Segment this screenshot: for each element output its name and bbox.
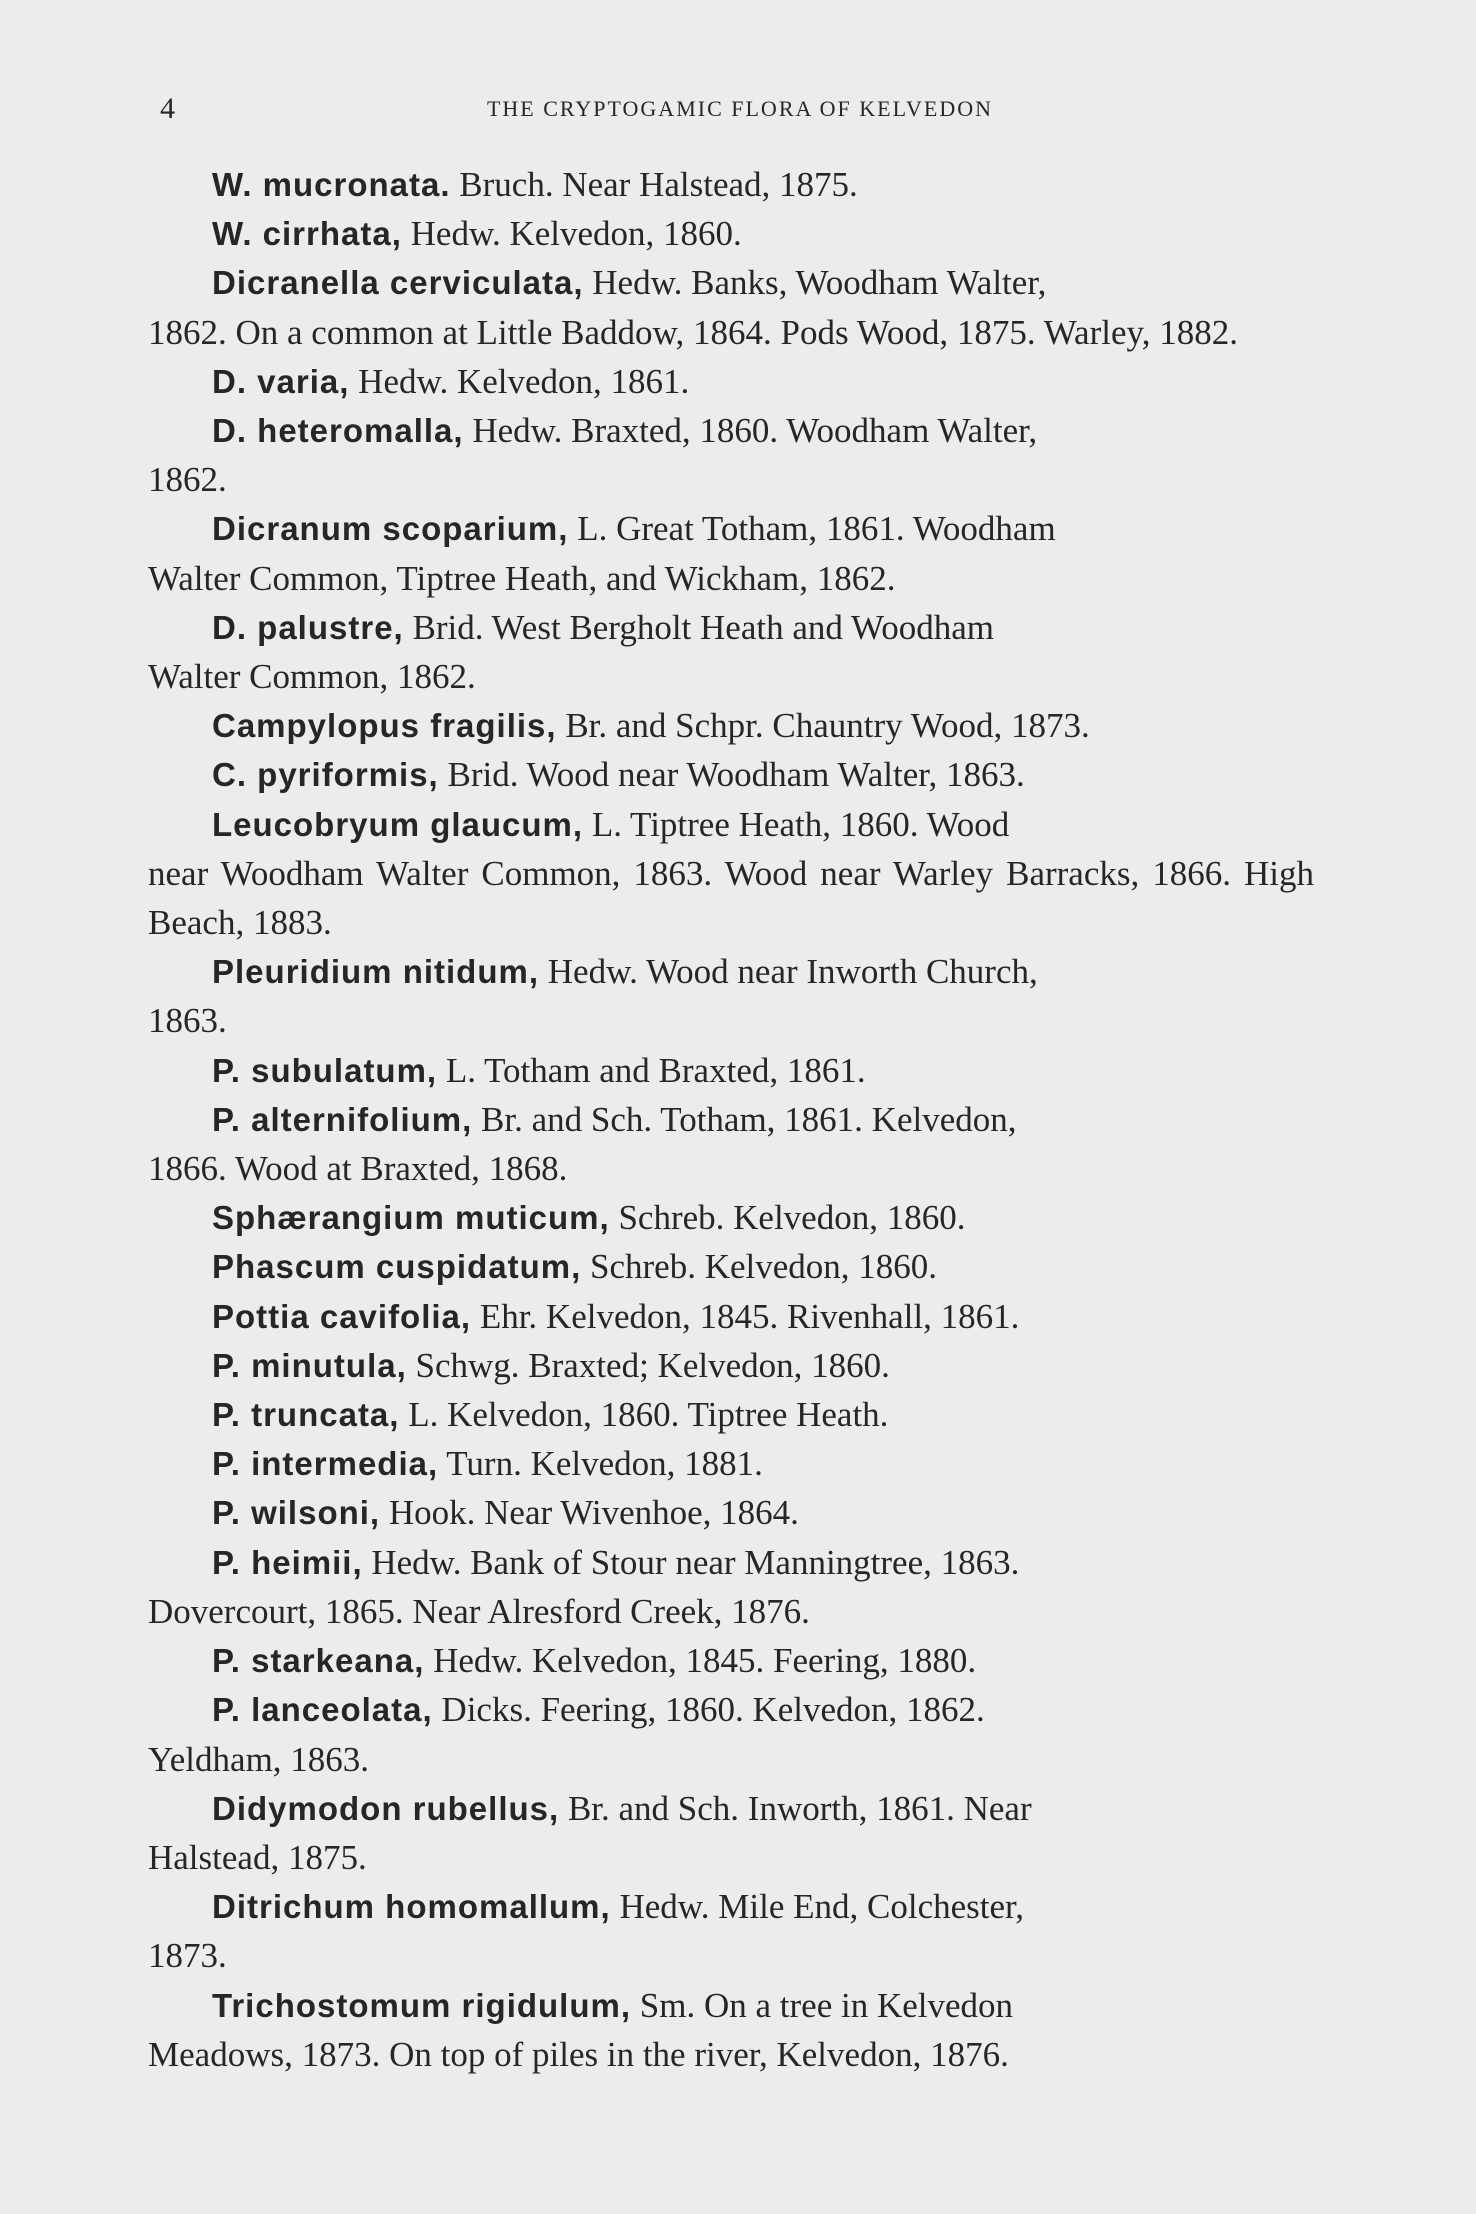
- entry-first-line: [148, 947, 1314, 996]
- authority-and-localities: L. Great Totham, 1861. Woodham: [568, 509, 1056, 549]
- authority-and-localities: Hook. Near Wivenhoe, 1864.: [380, 1493, 799, 1533]
- entry-first-line: [148, 1636, 1314, 1685]
- running-title: THE CRYPTOGAMIC FLORA OF KELVEDON: [486, 96, 994, 121]
- entry-first-line: [148, 1981, 1314, 2030]
- species-entry: [148, 1981, 1314, 2079]
- species-entry: [148, 1538, 1314, 1636]
- species-entry: [148, 1685, 1314, 1783]
- entry-first-line: [148, 160, 1314, 209]
- species-entry: [148, 209, 1314, 258]
- entry-first-line: [148, 701, 1314, 750]
- species-name: P. subulatum,: [212, 1051, 438, 1089]
- species-name: P. minutula,: [212, 1346, 407, 1384]
- entry-first-line: [148, 357, 1314, 406]
- species-name: D. heteromalla,: [212, 412, 464, 450]
- species-entry: [148, 750, 1314, 799]
- authority-and-localities: Hedw. Wood near Inworth Church,: [539, 952, 1038, 992]
- species-name: Campylopus fragilis,: [212, 707, 557, 745]
- entry-continuation: 1862. On a common at Little Baddow, 1864. Pods Wood, 1875. Warley, 1882.: [148, 312, 1238, 352]
- species-entry: [148, 1439, 1314, 1488]
- page-number: 4: [160, 92, 175, 125]
- species-entry: [148, 1095, 1314, 1193]
- entry-first-line: [148, 1784, 1314, 1833]
- authority-and-localities: Sm. On a tree in Kelvedon: [631, 1985, 1014, 2025]
- entry-continuation: 1862.: [148, 460, 227, 500]
- species-name: W. cirrhata,: [212, 215, 402, 253]
- species-entry: [148, 947, 1314, 1045]
- species-entry: [148, 357, 1314, 406]
- entry-first-line: [148, 1538, 1314, 1587]
- species-name: P. heimii,: [212, 1543, 363, 1581]
- entry-first-line: [148, 258, 1314, 307]
- species-name: Phascum cuspidatum,: [212, 1248, 582, 1286]
- entry-continuation: near Woodham Walter Common, 1863. Wood near Warley Barracks, 1866. High Beach, 1883.: [148, 853, 1314, 943]
- authority-and-localities: Bruch. Near Halstead, 1875.: [450, 165, 858, 204]
- authority-and-localities: Hedw. Bank of Stour near Manningtree, 1863.: [362, 1542, 1020, 1582]
- entry-first-line: [148, 1193, 1314, 1242]
- entry-first-line: [148, 603, 1314, 652]
- species-entry: [148, 1882, 1314, 1980]
- species-entry: [148, 504, 1314, 602]
- entry-first-line: [148, 800, 1314, 849]
- species-name: C. pyriformis,: [212, 756, 439, 794]
- entry-first-line: [148, 1685, 1314, 1734]
- authority-and-localities: Hedw. Kelvedon, 1861.: [349, 361, 690, 401]
- entry-continuation: 1873.: [148, 1936, 227, 1976]
- authority-and-localities: Dicks. Feering, 1860. Kelvedon, 1862.: [432, 1690, 985, 1730]
- species-name: Trichostomum rigidulum,: [212, 1986, 632, 2024]
- species-name: Ditrichum homomallum,: [212, 1888, 611, 1926]
- species-name: P. starkeana,: [212, 1642, 425, 1680]
- authority-and-localities: Hedw. Mile End, Colchester,: [610, 1887, 1025, 1927]
- authority-and-localities: Brid. Wood near Woodham Walter, 1863.: [438, 755, 1025, 795]
- species-entry: [148, 1046, 1314, 1095]
- species-name: Leucobryum glaucum,: [212, 805, 584, 843]
- species-entry: [148, 1636, 1314, 1685]
- species-name: P. truncata,: [212, 1396, 400, 1434]
- entry-continuation: 1863.: [148, 1001, 227, 1041]
- entry-first-line: [148, 1095, 1314, 1144]
- entry-first-line: [148, 1341, 1314, 1390]
- entry-continuation: Walter Common, Tiptree Heath, and Wickham, 1862.: [148, 558, 896, 598]
- authority-and-localities: Hedw. Kelvedon, 1860.: [401, 214, 742, 254]
- species-list: [148, 160, 1314, 2079]
- species-entry: [148, 603, 1314, 701]
- species-entry: [148, 1341, 1314, 1390]
- entry-continuation: Meadows, 1873. On top of piles in the river, Kelvedon, 1876.: [148, 2034, 1009, 2074]
- species-entry: [148, 1784, 1314, 1882]
- page-header: [160, 92, 1320, 132]
- authority-and-localities: Schreb. Kelvedon, 1860.: [609, 1198, 966, 1238]
- species-name: P. wilsoni,: [212, 1494, 381, 1532]
- authority-and-localities: Turn. Kelvedon, 1881.: [438, 1444, 763, 1484]
- entry-first-line: [148, 1242, 1314, 1291]
- authority-and-localities: L. Kelvedon, 1860. Tiptree Heath.: [399, 1395, 889, 1435]
- species-entry: [148, 1193, 1314, 1242]
- entry-first-line: [148, 1488, 1314, 1537]
- entry-first-line: [148, 504, 1314, 553]
- species-entry: [148, 1390, 1314, 1439]
- species-entry: [148, 800, 1314, 948]
- species-entry: [148, 406, 1314, 504]
- authority-and-localities: Br. and Schpr. Chauntry Wood, 1873.: [556, 706, 1090, 746]
- species-name: Dicranella cerviculata,: [212, 264, 584, 302]
- species-name: P. intermedia,: [212, 1445, 439, 1483]
- entry-first-line: [148, 209, 1314, 258]
- species-entry: [148, 258, 1314, 356]
- entry-first-line: [148, 1292, 1314, 1341]
- authority-and-localities: Hedw. Kelvedon, 1845. Feering, 1880.: [424, 1641, 977, 1681]
- species-name: Sphærangium muticum,: [212, 1199, 610, 1237]
- species-name: Dicranum scoparium,: [212, 510, 569, 548]
- species-entry: [148, 701, 1314, 750]
- entry-first-line: [148, 1882, 1314, 1931]
- species-name: D. palustre,: [212, 608, 404, 646]
- authority-and-localities: Schwg. Braxted; Kelvedon, 1860.: [406, 1345, 890, 1385]
- authority-and-localities: Br. and Sch. Totham, 1861. Kelvedon,: [472, 1099, 1017, 1139]
- entry-first-line: [148, 1046, 1314, 1095]
- species-name: D. varia,: [212, 362, 350, 400]
- entry-continuation: Dovercourt, 1865. Near Alresford Creek, 1876.: [148, 1591, 810, 1631]
- authority-and-localities: L. Totham and Braxted, 1861.: [437, 1050, 866, 1090]
- species-entry: [148, 160, 1314, 209]
- authority-and-localities: Brid. West Bergholt Heath and Woodham: [403, 607, 994, 647]
- authority-and-localities: Ehr. Kelvedon, 1845. Rivenhall, 1861.: [471, 1296, 1020, 1336]
- entry-continuation: Yeldham, 1863.: [148, 1739, 370, 1779]
- authority-and-localities: Hedw. Braxted, 1860. Woodham Walter,: [463, 411, 1038, 451]
- entry-first-line: [148, 750, 1314, 799]
- authority-and-localities: Br. and Sch. Inworth, 1861. Near: [559, 1788, 1032, 1828]
- species-entry: [148, 1242, 1314, 1291]
- species-name: P. alternifolium,: [212, 1100, 473, 1138]
- species-name: W. mucronata.: [212, 166, 451, 203]
- authority-and-localities: Schreb. Kelvedon, 1860.: [581, 1247, 938, 1287]
- entry-first-line: [148, 406, 1314, 455]
- entry-continuation: Walter Common, 1862.: [148, 657, 476, 697]
- entry-continuation: 1866. Wood at Braxted, 1868.: [148, 1149, 568, 1189]
- species-name: Pleuridium nitidum,: [212, 953, 540, 991]
- species-entry: [148, 1292, 1314, 1341]
- entry-first-line: [148, 1390, 1314, 1439]
- entry-continuation: Halstead, 1875.: [148, 1837, 367, 1877]
- authority-and-localities: Hedw. Banks, Woodham Walter,: [583, 263, 1047, 303]
- species-name: Didymodon rubellus,: [212, 1789, 560, 1827]
- authority-and-localities: L. Tiptree Heath, 1860. Wood: [583, 804, 1010, 844]
- entry-first-line: [148, 1439, 1314, 1488]
- species-name: P. lanceolata,: [212, 1691, 433, 1729]
- species-entry: [148, 1488, 1314, 1537]
- species-name: Pottia cavifolia,: [212, 1297, 472, 1335]
